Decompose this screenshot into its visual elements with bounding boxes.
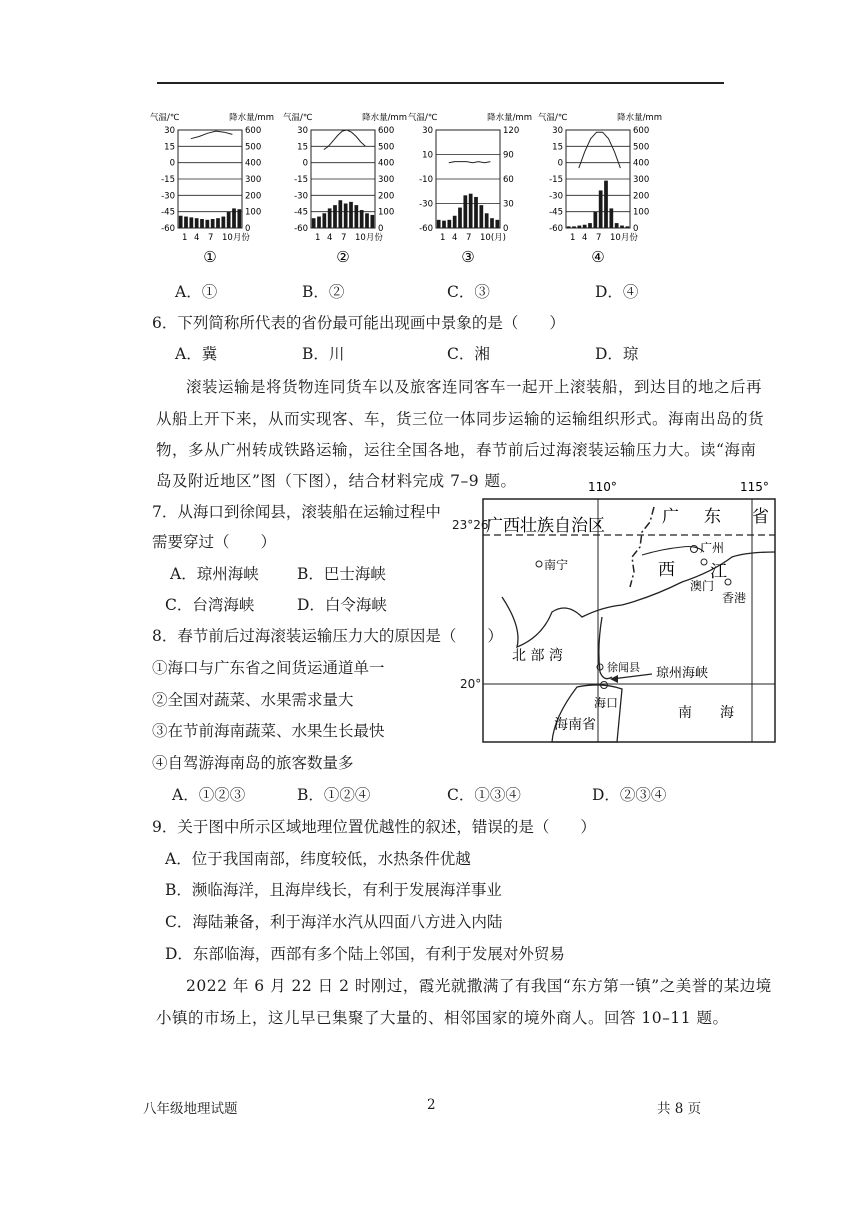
precip-bar: [458, 208, 462, 228]
right-tick-label: 300: [633, 175, 650, 185]
right-tick-label: 120: [503, 126, 520, 136]
precip-bar: [463, 195, 467, 228]
precip-bar: [370, 215, 374, 228]
x-tick-label: 7: [208, 233, 214, 243]
q7-stem-2: 需要穿过（ ）: [152, 533, 277, 551]
map-aomen: 澳门: [690, 579, 715, 593]
footer-page-number: 2: [427, 1097, 436, 1113]
x-tick-label: 10月份: [610, 233, 638, 243]
right-tick-label: 500: [378, 142, 395, 153]
x-tick-label: 1: [315, 233, 321, 243]
footer-total-pages: 共 8 页: [657, 1101, 702, 1117]
header-rule: [157, 82, 724, 84]
map-lat-20: 20°: [460, 677, 482, 691]
map-beibu-gulf: 北 部 湾: [512, 648, 563, 664]
right-tick-label: 0: [503, 224, 509, 234]
material2-line1: 2022 年 6 月 22 日 2 时刚过，霞光就撒满了有我国“东方第一镇”之美誉的某边境: [186, 977, 772, 995]
right-tick-label: 100: [245, 207, 262, 218]
left-tick-label: -15: [161, 175, 175, 185]
x-tick-label: 1: [182, 233, 188, 243]
q8-option-c[interactable]: C．①③④: [447, 786, 521, 804]
x-tick-label: 4: [194, 233, 200, 243]
x-tick-label: 4: [327, 233, 333, 243]
x-tick-label: 10月份: [355, 233, 383, 243]
map-qiongzhou-strait: 琼州海峡: [656, 666, 709, 681]
q7-option-d[interactable]: D．白令海峡: [297, 596, 387, 614]
precip-bar: [211, 219, 215, 228]
right-tick-label: 400: [245, 158, 262, 169]
chart-number: ④: [591, 248, 605, 266]
hainan-region-map: [482, 477, 777, 747]
left-tick-label: -45: [549, 207, 563, 218]
map-hainan-province: 海南省: [554, 717, 596, 733]
left-tick-label: -60: [549, 224, 563, 234]
q8-option-d[interactable]: D．②③④: [592, 786, 667, 804]
q7-option-c[interactable]: C．台湾海峡: [165, 596, 255, 614]
precip-bar: [599, 190, 603, 228]
precip-bar: [437, 220, 441, 228]
q9-option-a[interactable]: A．位于我国南部，纬度较低，水热条件优越: [165, 850, 471, 868]
left-tick-label: -30: [549, 191, 563, 202]
precip-bar: [469, 194, 473, 228]
material1-line4: 岛及附近地区”图（下图），结合材料完成 7–9 题。: [156, 472, 517, 490]
map-guangzhou: 广州: [700, 541, 725, 555]
map-nanning: 南宁: [544, 558, 569, 572]
left-tick-label: -45: [161, 207, 175, 218]
precip-bar: [317, 217, 321, 228]
q6-option-a[interactable]: A．冀: [175, 345, 218, 363]
x-tick-label: 7: [596, 233, 602, 243]
q5-option-a[interactable]: A．①: [175, 283, 218, 301]
precip-bar: [615, 223, 619, 228]
precip-bar: [237, 209, 241, 228]
map-south-sea: 南 海: [678, 705, 734, 721]
map-xuwen: 徐闻县: [607, 661, 640, 674]
chart-number: ①: [203, 248, 217, 266]
left-tick-label: 15: [164, 142, 175, 153]
q6-stem: 6．下列简称所代表的省份最可能出现画中景象的是（ ）: [152, 314, 565, 332]
precip-bar: [338, 200, 342, 228]
left-tick-label: 30: [552, 126, 563, 136]
x-tick-label: 4: [582, 233, 588, 243]
right-tick-label: 300: [245, 175, 262, 185]
left-tick-label: 30: [164, 126, 175, 136]
precip-bar: [354, 205, 358, 228]
precip-bar: [360, 210, 364, 228]
material1-line1: 滚装运输是将货物连同货车以及旅客连同客车一起开上滚装船，到达目的地之后再: [186, 378, 763, 396]
climate-chart-4: [538, 112, 663, 272]
q5-option-c[interactable]: C．③: [447, 283, 490, 301]
q9-option-d[interactable]: D．东部临海，西部有多个陆上邻国，有利于发展对外贸易: [165, 945, 565, 963]
left-tick-label: -15: [549, 175, 563, 185]
q7-option-b[interactable]: B．巴士海峡: [297, 565, 386, 583]
precip-bar: [447, 220, 451, 228]
left-tick-label: -30: [419, 199, 433, 210]
precip-bar: [344, 204, 348, 229]
left-tick-label: -60: [161, 224, 175, 234]
right-tick-label: 0: [378, 224, 384, 234]
left-tick-label: -60: [294, 224, 308, 234]
q8-stem: 8．春节前后过海滚装运输压力大的原因是（ ）: [152, 627, 503, 645]
footer-subject: 八年级地理试题: [143, 1101, 238, 1117]
material1-line2: 从船上开下来，从而实现客、车，货三位一体同步运输的运输组织形式。海南出岛的货: [156, 410, 765, 428]
q6-option-b[interactable]: B．川: [302, 345, 345, 363]
right-tick-label: 60: [503, 175, 514, 185]
precip-bar: [567, 226, 571, 228]
temp-curve: [191, 131, 233, 139]
temp-axis-label: 气温/℃: [408, 113, 438, 123]
map-guangxi-label: 广西壮族自治区: [486, 516, 605, 536]
left-tick-label: 0: [169, 158, 175, 169]
precip-bar: [195, 218, 199, 228]
q8-item-2: ②全国对蔬菜、水果需求量大: [152, 691, 354, 709]
precip-axis-label: 降水量/mm: [487, 113, 532, 123]
right-tick-label: 0: [633, 224, 639, 234]
left-tick-label: 0: [302, 158, 308, 169]
right-tick-label: 600: [245, 126, 262, 136]
precip-bar: [200, 219, 204, 228]
x-tick-label: 10月份: [222, 233, 250, 243]
precip-bar: [620, 226, 624, 228]
x-tick-label: 7: [466, 233, 472, 243]
left-tick-label: 0: [557, 158, 563, 169]
precip-bar: [227, 212, 231, 228]
right-tick-label: 100: [633, 207, 650, 218]
x-tick-label: 4: [452, 233, 458, 243]
left-tick-label: -10: [419, 175, 433, 185]
right-tick-label: 90: [503, 150, 514, 161]
left-tick-label: 15: [552, 142, 563, 153]
material2-line2: 小镇的市场上，这儿早已集聚了大量的、相邻国家的境外商人。回答 10–11 题。: [156, 1009, 729, 1027]
precip-bar: [604, 181, 608, 228]
precip-bar: [221, 217, 225, 228]
chart-number: ③: [461, 248, 475, 266]
map-xianggang: 香港: [722, 591, 747, 605]
right-tick-label: 200: [633, 191, 650, 202]
map-lon-115: 115°: [740, 480, 769, 494]
q8-item-1: ①海口与广东省之间货运通道单一: [152, 659, 385, 677]
map-haikou: 海口: [594, 696, 619, 710]
precip-bar: [365, 213, 369, 228]
temp-axis-label: 气温/℃: [538, 113, 568, 123]
q6-option-c[interactable]: C．湘: [447, 345, 490, 363]
precip-bar: [179, 216, 183, 228]
map-lon-110: 110°: [588, 480, 617, 494]
left-tick-label: -30: [294, 191, 308, 202]
x-tick-label: 1: [570, 233, 576, 243]
precip-bar: [442, 221, 446, 228]
left-tick-label: 10: [422, 150, 433, 161]
map-lat-tropic: 23°26′: [452, 518, 492, 532]
right-tick-label: 200: [245, 191, 262, 202]
precip-bar: [328, 208, 332, 228]
left-tick-label: -60: [419, 224, 433, 234]
temp-curve: [449, 162, 491, 163]
x-tick-label: 7: [341, 233, 347, 243]
precip-bar: [485, 213, 489, 228]
q8-option-a[interactable]: A．①②③: [172, 786, 246, 804]
precip-bar: [322, 213, 326, 228]
precip-bar: [479, 205, 483, 228]
left-tick-label: -15: [294, 175, 308, 185]
q5-option-d[interactable]: D．④: [595, 283, 639, 301]
q7-stem: 7．从海口到徐闻县，滚装船在运输过程中: [152, 503, 441, 521]
precip-bar: [312, 218, 316, 228]
map-guangdong-2: 东: [704, 507, 721, 527]
precip-bar: [490, 218, 494, 228]
precip-bar: [609, 208, 613, 228]
precip-bar: [583, 225, 587, 228]
right-tick-label: 30: [503, 199, 514, 210]
climate-chart-3: [408, 112, 533, 272]
precip-bar: [577, 226, 581, 228]
precip-bar: [333, 205, 337, 228]
precip-bar: [349, 202, 353, 228]
map-xi: 西: [658, 560, 675, 580]
q8-item-3: ③在节前海南蔬菜、水果生长最快: [152, 722, 385, 740]
material1-line3: 物，多从广州转成铁路运输，运往全国各地，春节前后过海滚装运输压力大。读“海南: [156, 441, 757, 459]
precip-bar: [232, 208, 236, 228]
left-tick-label: -30: [161, 191, 175, 202]
temp-axis-label: 气温/℃: [283, 113, 313, 123]
climate-chart-1: [150, 112, 275, 272]
q6-option-d[interactable]: D．琼: [595, 345, 639, 363]
precip-bar: [453, 216, 457, 228]
q7-option-a[interactable]: A．琼州海峡: [170, 565, 259, 583]
map-guangdong-1: 广: [662, 507, 679, 527]
map-guangdong-3: 省: [752, 507, 769, 527]
right-tick-label: 100: [378, 207, 395, 218]
left-tick-label: 30: [422, 126, 433, 136]
precip-bar: [572, 226, 576, 228]
climate-chart-2: [283, 112, 408, 272]
precip-axis-label: 降水量/mm: [362, 113, 407, 123]
precip-axis-label: 降水量/mm: [617, 113, 662, 123]
precip-bar: [474, 197, 478, 228]
q9-option-b[interactable]: B．濒临海洋，且海岸线长，有利于发展海洋事业: [165, 881, 502, 899]
temp-axis-label: 气温/℃: [150, 113, 180, 123]
right-tick-label: 200: [378, 191, 395, 202]
q8-item-4: ④自驾游海南岛的旅客数量多: [152, 754, 354, 772]
precip-bar: [495, 220, 499, 228]
left-tick-label: 30: [297, 126, 308, 136]
q8-option-b[interactable]: B．①②④: [297, 786, 371, 804]
right-tick-label: 400: [378, 158, 395, 169]
right-tick-label: 400: [633, 158, 650, 169]
right-tick-label: 500: [633, 142, 650, 153]
precip-bar: [189, 217, 193, 228]
precip-bar: [625, 226, 629, 228]
x-tick-label: 10(月): [480, 233, 506, 243]
right-tick-label: 0: [245, 224, 251, 234]
x-tick-label: 1: [440, 233, 446, 243]
map-jiang: 江: [710, 562, 727, 582]
right-tick-label: 500: [245, 142, 262, 153]
precip-bar: [205, 220, 209, 228]
precip-bar: [216, 218, 220, 228]
precip-bar: [593, 212, 597, 228]
q5-option-b[interactable]: B．②: [302, 283, 345, 301]
right-tick-label: 600: [633, 126, 650, 136]
precip-bar: [588, 223, 592, 228]
q9-option-c[interactable]: C．海陆兼备，利于海洋水汽从四面八方进入内陆: [165, 913, 503, 931]
right-tick-label: 300: [378, 175, 395, 185]
precip-bar: [184, 217, 188, 228]
chart-number: ②: [336, 248, 350, 266]
right-tick-label: 600: [378, 126, 395, 136]
left-tick-label: 15: [297, 142, 308, 153]
left-tick-label: -45: [294, 207, 308, 218]
precip-axis-label: 降水量/mm: [229, 113, 274, 123]
q9-stem: 9．关于图中所示区域地理位置优越性的叙述，错误的是（ ）: [152, 818, 596, 836]
